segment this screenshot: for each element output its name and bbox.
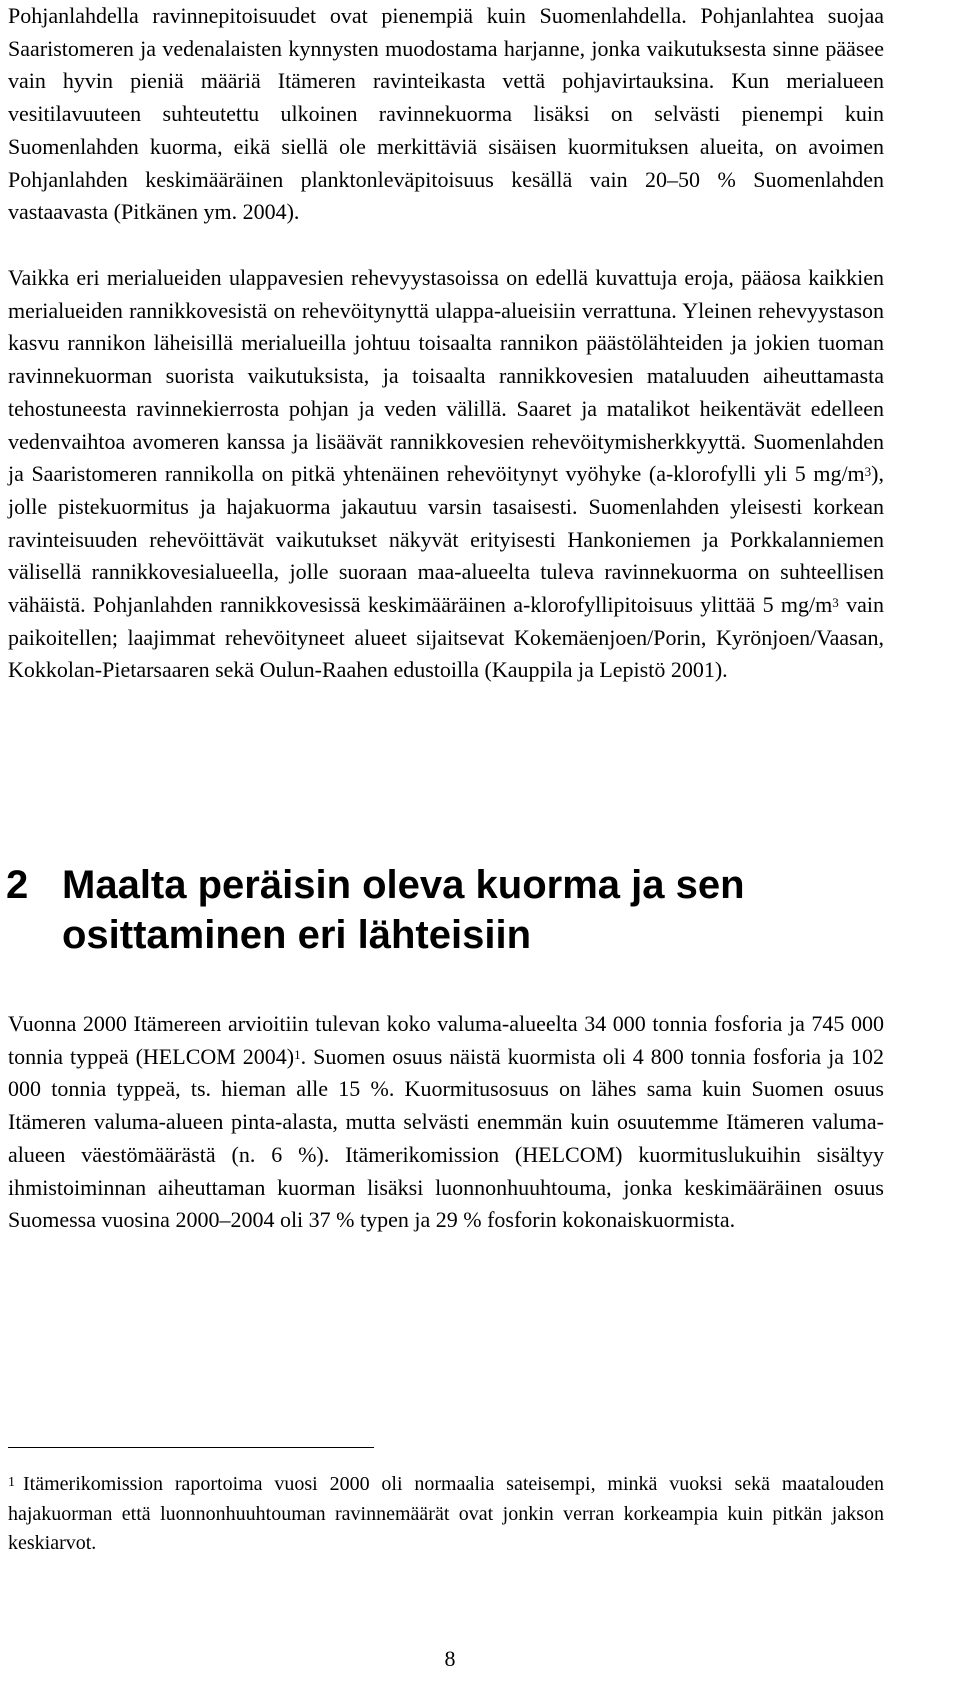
paragraph-text: vain paikoitellen; laajimmat rehevöityneet alueet sijaitsevat Kokemäenjoen/Porin, Kyrönjoen/Vaasan, Kokkolan-Pietarsaaren sekä Oulun-Raahen edustoilla (Kauppila ja Lepistö 2001). bbox=[8, 592, 884, 683]
paragraph-baltic-load bbox=[8, 1008, 884, 1237]
page-number: 8 bbox=[444, 1646, 456, 1671]
paragraph-text: . Suomen osuus näistä kuormista oli 4 800 tonnia fosforia ja 102 000 tonnia typpeä, ts. hieman alle 15 %. Kuormitusosuus on lähes sama kuin Suomen osuus Itämeren valuma-alueen pinta-alasta, mutta selvästi enemmän kuin osuutemme Itämeren valuma-alueen väestömäärästä (n. 6 %). Itämerikomission (HELCOM) kuormituslukuihin sisältyy ihmistoiminnan aiheuttaman kuorman lisäksi luonnonhuuhtouma, jonka keskimääräinen osuus Suomessa vuosina 2000–2004 oli 37 % typen ja 29 % fosforin kokonaiskuormista. bbox=[8, 1043, 884, 1233]
footnote-reference: 1 bbox=[294, 1046, 301, 1062]
paragraph-coastal-eutrophication bbox=[8, 262, 884, 687]
section-title: Maalta peräisin oleva kuorma ja sen osittaminen eri lähteisiin bbox=[62, 863, 745, 957]
paragraph-text: Vaikka eri merialueiden ulappavesien rehevyystasoissa on edellä kuvattuja eroja, pääosa kaikkien merialueiden rannikkovesistä on rehevöitynyttä ulappa-alueisiin verrattuna. Yleinen rehevyystason kasvu rannikon läheisillä merialueilla johtuu toisaalta rannikon päästölähteiden ja jokien tuoman ravinnekuorman suorista vaikutuksista, ja toisaalta rannikkovesien mataluuden aiheuttamasta tehostuneesta ravinnekierrosta pohjan ja veden välillä. Saaret ja matalikot heikentävät edelleen vedenvaihtoa avomeren kanssa ja lisäävät rannikkovesien rehevöitymisherkkyyttä. Suomenlahden ja Saaristomeren rannikolla on pitkä yhtenäinen rehevöitynyt vyöhyke (a-klorofylli yli 5 mg/m bbox=[8, 265, 884, 487]
superscript: 3 bbox=[832, 595, 839, 611]
section-heading bbox=[6, 860, 886, 960]
section-number: 2 bbox=[6, 863, 29, 907]
footnote-divider bbox=[8, 1447, 374, 1448]
paragraph-pohjanlahti-nutrients bbox=[8, 0, 884, 229]
paragraph-text: Vuonna 2000 Itämereen arvioitiin tulevan koko valuma-alueelta 34 000 tonnia fosforia ja 745 000 tonnia typpeä (HELCOM 2004) bbox=[8, 1011, 884, 1069]
footnote bbox=[8, 1470, 884, 1559]
superscript: 3 bbox=[864, 464, 872, 480]
footnote-mark: 1 bbox=[8, 1475, 15, 1490]
paragraph-text: Pohjanlahdella ravinnepitoisuudet ovat pienempiä kuin Suomenlahdella. Pohjanlahtea suojaa Saaristomeren ja vedenalaisten kynnysten muodostama harjanne, jonka vaikutuksesta sinne pääsee vain hyvin pieniä määriä Itämeren ravinteikasta vettä pohjavirtauksina. Kun merialueen vesitilavuuteen suhteutettu ulkoinen ravinnekuorma lisäksi on selvästi pienempi kuin Suomenlahden kuorma, eikä siellä ole merkittäviä sisäisen kuormituksen alueita, on avoimen Pohjanlahden keskimääräinen planktonleväpitoisuus kesällä vain 20–50 % Suomenlahden vastaavasta (Pitkänen ym. 2004). bbox=[8, 3, 884, 225]
footnote-text: Itämerikomission raportoima vuosi 2000 oli normaalia sateisempi, minkä vuoksi sekä maatalouden hajakuorman että luonnonhuuhtouman ravinnemäärät ovat jonkin verran korkeampia kuin pitkän jakson keskiarvot. bbox=[8, 1473, 884, 1554]
paragraph-text: ), jolle pistekuormitus ja hajakuorma jakautuu varsin tasaisesti. Suomenlahden yleisesti korkean ravinteisuuden rehevöittävät vaikutukset näkyvät erityisesti Hankoniemen ja Porkkalanniemen välisellä rannikkovesialueella, jolle suoraan maa-alueelta tuleva ravinnekuorma on suhteellisen vähäistä. Pohjanlahden rannikkovesissä keskimääräinen a-klorofyllipitoisuus ylittää 5 mg/m bbox=[8, 461, 884, 618]
